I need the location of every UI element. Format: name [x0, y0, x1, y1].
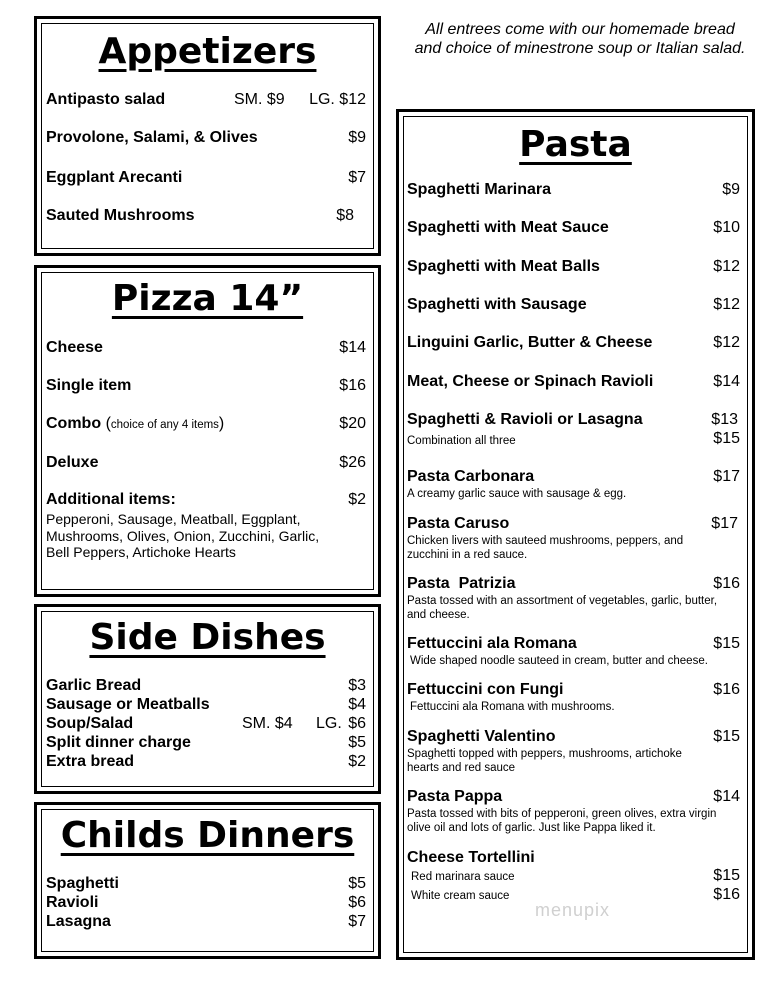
item-name: Lasagna	[46, 913, 111, 930]
item-note: choice of any 4 items	[110, 419, 219, 431]
item-description: Spaghetti topped with peppers, mushrooms, artichoke hearts and red sauce	[407, 748, 682, 774]
item-name: Provolone, Salami, & Olives	[46, 129, 258, 146]
item-price: $8	[336, 207, 354, 224]
childs-dinners-title: Childs Dinners	[60, 815, 355, 856]
note-open-paren: (	[105, 415, 111, 432]
item-description: Combination all three	[407, 435, 516, 447]
item-description: Chicken livers with sauteed mushrooms, peppers, and zucchini in a red sauce.	[407, 535, 684, 561]
item-price-small: SM. $9	[234, 91, 285, 108]
item-price: $3	[348, 677, 366, 694]
item-size-large: LG.	[316, 715, 342, 732]
item-price: $4	[348, 696, 366, 713]
pizza-section	[34, 265, 381, 597]
item-price: $17	[713, 468, 740, 485]
item-name: Fettuccini con Fungi	[407, 681, 564, 698]
item-price: $2	[348, 491, 366, 508]
appetizers-title: Appetizers	[98, 31, 317, 72]
item-price: $9	[722, 181, 740, 198]
item-price: $17	[711, 515, 738, 532]
item-description: Pasta tossed with an assortment of vegetables, garlic, butter, and cheese.	[407, 595, 718, 621]
item-name: Sausage or Meatballs	[46, 696, 210, 713]
item-price: $12	[713, 296, 740, 313]
item-price-small: SM. $4	[242, 715, 293, 732]
item-price: $16	[713, 681, 740, 698]
item-name: Spaghetti with Meat Sauce	[407, 219, 609, 236]
item-name: Cheese Tortellini	[407, 849, 535, 866]
item-price: $6	[348, 894, 366, 911]
pasta-section	[396, 109, 755, 960]
item-name: Pasta Carbonara	[407, 468, 535, 485]
item-name: Fettuccini ala Romana	[407, 635, 577, 652]
pasta-title: Pasta	[519, 124, 632, 165]
item-price: $16	[713, 575, 740, 592]
item-name: Spaghetti & Ravioli or Lasagna	[407, 411, 643, 428]
item-name: Spaghetti with Meat Balls	[407, 258, 600, 275]
option-price: $16	[713, 886, 740, 903]
item-name: Spaghetti with Sausage	[407, 296, 587, 313]
item-name: Eggplant Arecanti	[46, 169, 183, 186]
option-label: Red marinara sauce	[411, 871, 515, 883]
item-description: Fettuccini ala Romana with mushrooms.	[410, 701, 615, 713]
item-name: Deluxe	[46, 454, 99, 471]
item-price-alt: $15	[713, 430, 740, 447]
additional-items-list: Pepperoni, Sausage, Meatball, Eggplant, Mushrooms, Olives, Onion, Zucchini, Garlic, Bell Peppers, Artichoke Hearts	[46, 511, 320, 560]
item-price: $5	[348, 875, 366, 892]
childs-dinners-section	[34, 802, 381, 959]
item-price: $7	[348, 169, 366, 186]
item-name: Extra bread	[46, 753, 135, 770]
item-name: Split dinner charge	[46, 734, 191, 751]
item-description: A creamy garlic sauce with sausage & egg.	[407, 488, 627, 500]
note-close-paren: )	[218, 415, 225, 432]
item-name: Garlic Bread	[46, 677, 142, 694]
item-name-with-note	[46, 415, 224, 433]
option-label: White cream sauce	[411, 890, 510, 902]
item-price: $13	[711, 411, 738, 428]
item-price-large: $6	[348, 715, 366, 732]
item-description: Wide shaped noodle sauteed in cream, butter and cheese.	[410, 655, 708, 667]
item-price: $26	[339, 454, 366, 471]
item-name: Spaghetti Marinara	[407, 181, 552, 198]
item-price: $9	[348, 129, 366, 146]
entree-intro-note: All entrees come with our homemade bread and choice of minestrone soup or Italian salad.	[414, 21, 746, 57]
item-price: $5	[348, 734, 366, 751]
item-name: Pasta Pappa	[407, 788, 503, 805]
item-price: $15	[713, 728, 740, 745]
item-price: $14	[713, 373, 740, 390]
menupix-watermark: menupix	[535, 900, 611, 920]
side-dishes-section	[34, 604, 381, 794]
item-name: Pasta Patrizia	[407, 575, 516, 592]
item-name: Single item	[46, 377, 132, 394]
item-name: Additional items:	[46, 491, 176, 508]
item-name: Combo	[46, 415, 102, 432]
item-price: $14	[713, 788, 740, 805]
item-price: $12	[713, 258, 740, 275]
item-name: Ravioli	[46, 894, 99, 911]
item-name: Linguini Garlic, Butter & Cheese	[407, 334, 653, 351]
item-price-large: LG. $12	[309, 91, 366, 108]
item-name: Soup/Salad	[46, 715, 134, 732]
pizza-title: Pizza 14”	[111, 278, 304, 319]
item-price: $10	[713, 219, 740, 236]
item-name: Spaghetti Valentino	[407, 728, 556, 745]
item-name: Cheese	[46, 339, 103, 356]
item-name: Meat, Cheese or Spinach Ravioli	[407, 373, 654, 390]
item-price: $16	[339, 377, 366, 394]
appetizers-section	[34, 16, 381, 256]
item-price: $14	[339, 339, 366, 356]
item-name: Antipasto salad	[46, 91, 166, 108]
item-price: $2	[348, 753, 366, 770]
item-price: $20	[339, 415, 366, 432]
item-price: $7	[348, 913, 366, 930]
item-name: Pasta Caruso	[407, 515, 510, 532]
item-description: Pasta tossed with bits of pepperoni, green olives, extra virgin olive oil and lots of garlic. Just like Pappa liked it.	[407, 808, 717, 834]
item-price: $15	[713, 635, 740, 652]
option-price: $15	[713, 867, 740, 884]
item-name: Spaghetti	[46, 875, 119, 892]
item-name: Sauted Mushrooms	[46, 207, 195, 224]
item-price: $12	[713, 334, 740, 351]
side-dishes-title: Side Dishes	[89, 617, 326, 658]
